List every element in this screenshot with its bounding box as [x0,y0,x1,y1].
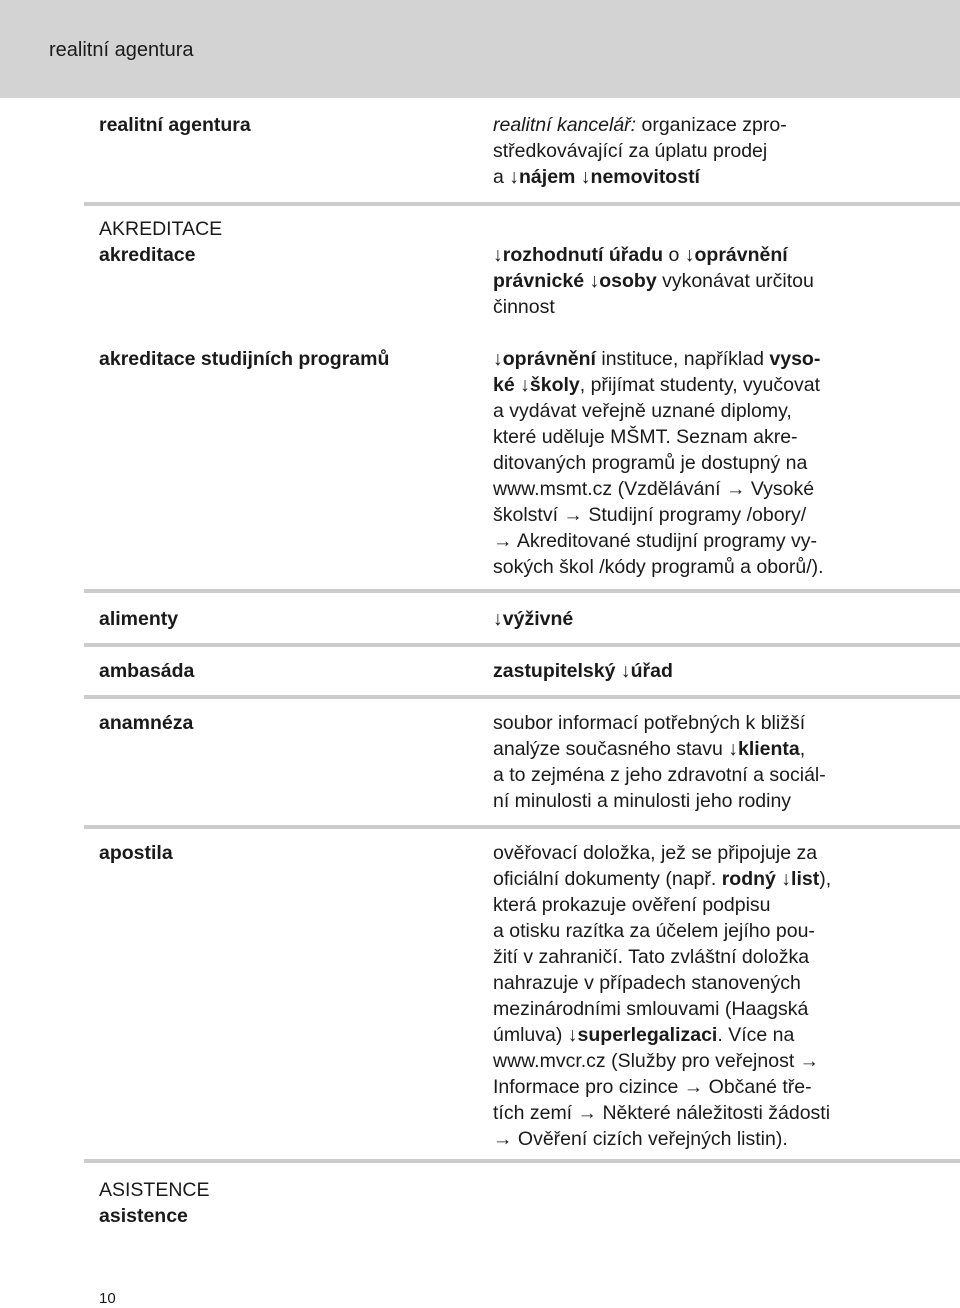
definition-line [493,268,865,294]
term [99,658,469,684]
definition-line: tích zemí → Některé náležitosti žádosti [493,1102,831,1124]
definition-line [493,372,865,398]
definition [493,840,865,1152]
cross-reference-arrow-icon: ↓ [684,244,695,266]
cross-reference-link[interactable]: superlegalizaci [577,1024,718,1046]
cross-reference-arrow-icon: ↓ [493,244,503,266]
definition-line [493,112,865,138]
term-label: apostila [99,842,173,864]
definition-line: www.msmt.cz (Vzdělávání → Vysoké [493,478,815,500]
definition [493,112,865,190]
cross-reference-arrow-icon: ↓ [728,738,738,760]
cross-reference-arrow-icon: ↓ [493,608,503,630]
definition-line [493,242,865,268]
cross-reference-link[interactable]: nájem [519,166,576,188]
definition-text: oficiální dokumenty (např. [493,868,722,890]
definition-line: soubor informací potřebných k bližší [493,712,806,734]
entry-divider [84,589,960,593]
cross-reference-link[interactable]: ké [493,374,515,396]
definition-line: nahrazuje v případech stanovených [493,972,801,994]
cross-reference-link[interactable]: výživné [502,608,574,630]
term-label: anamnéza [99,712,194,734]
cross-reference-arrow-icon: ↓ [580,166,591,188]
definition-line: a otisku razítka za účelem jejího pou- [493,920,815,942]
cross-reference-link[interactable]: oprávnění [694,244,788,266]
entry-divider [84,695,960,699]
definition-line [493,606,865,632]
cross-reference-link[interactable]: zastupitelský [493,660,616,682]
definition-line [493,658,865,684]
definition-text: . Více na [717,1024,795,1046]
definition-text: , přijímat studenty, vyučovat [579,374,820,396]
definition-text: o [663,244,685,266]
cross-reference-arrow-icon: ↓ [781,868,792,890]
definition-line: Informace pro cizince → Občané tře- [493,1076,812,1098]
cross-reference-link[interactable]: osoby [599,270,657,292]
definition-line [493,736,865,762]
header-band [0,0,960,98]
definition-line: → Ověření cizích veřejných listin). [493,1128,788,1150]
definition-line: školství → Studijní programy /obory/ [493,504,807,526]
definition-line: a to zejména z jeho zdravotní a sociál- [493,764,826,786]
definition-line: → Akreditované studijní programy vy- [493,530,818,552]
definition-line: www.mvcr.cz (Služby pro veřejnost → [493,1050,820,1072]
definition-line [493,164,865,190]
definition-line: a vydávat veřejně uznané diplomy, [493,400,792,422]
term-label: realitní agentura [99,114,251,136]
cross-reference-link[interactable]: rozhodnutí úřadu [502,244,664,266]
definition-text: ), [819,868,832,890]
definition-line: ditovaných programů je dostupný na [493,452,808,474]
term-label: akreditace studijních programů [99,348,390,370]
definition-line [493,1022,865,1048]
cross-reference-link[interactable]: právnické [493,270,585,292]
term-label: akreditace [99,244,196,266]
term [99,840,469,866]
page-number: 10 [99,1290,116,1307]
definition-line: žití v zahraničí. Tato zvláštní doložka [493,946,810,968]
term [99,1177,469,1229]
definition-text: , [799,738,806,760]
entry-divider [84,202,960,206]
cross-reference-link[interactable]: list [791,868,820,890]
definition-text: instituce, například [595,348,770,370]
definition [493,658,865,684]
definition-line: ní minulosti a minulosti jeho rodiny [493,790,792,812]
definition-text: realitní kancelář: [493,114,637,136]
cross-reference-link[interactable]: nemovitostí [590,166,700,188]
definition-line: mezinárodními smlouvami (Haagská [493,998,809,1020]
definition-line: sokých škol /kódy programů a oborů/). [493,556,824,578]
definition-line [493,866,865,892]
definition-line [493,346,865,372]
cross-reference-arrow-icon: ↓ [620,660,631,682]
cross-reference-arrow-icon: ↓ [493,348,503,370]
definition-line: činnost [493,296,555,318]
cross-reference-link[interactable]: rodný [721,868,776,890]
term [99,216,469,268]
cross-reference-link[interactable]: vyso- [769,348,821,370]
term-label: asistence [99,1205,188,1227]
cross-reference-link[interactable]: oprávnění [502,348,596,370]
definition-text: analýze současného stavu [493,738,729,760]
entry-divider [84,1159,960,1163]
definition-text: a [493,166,510,188]
term [99,346,469,372]
cross-reference-arrow-icon: ↓ [589,270,600,292]
term-heading: AKREDITACE [99,218,223,240]
definition-text: úmluva) [493,1024,568,1046]
cross-reference-arrow-icon: ↓ [509,166,520,188]
term [99,710,469,736]
cross-reference-link[interactable]: školy [529,374,580,396]
definition-text: organizace zpro- [636,114,787,136]
term [99,606,469,632]
term [99,112,469,138]
entry-divider [84,643,960,647]
cross-reference-arrow-icon: ↓ [567,1024,578,1046]
definition [493,710,865,814]
definition [493,346,865,580]
definition-line: ověřovací doložka, jež se připojuje za [493,842,818,864]
cross-reference-link[interactable]: úřad [630,660,673,682]
definition-line: které uděluje MŠMT. Seznam akre- [493,426,798,448]
definition [493,242,865,320]
entry-divider [84,825,960,829]
cross-reference-arrow-icon: ↓ [520,374,530,396]
term-label: alimenty [99,608,179,630]
definition-line: středkovávající za úplatu prodej [493,140,768,162]
definition [493,606,865,632]
term-heading: ASISTENCE [99,1179,210,1201]
header-title: realitní agentura [49,39,194,61]
definition-text: vykonávat určitou [656,270,814,292]
term-label: ambasáda [99,660,195,682]
cross-reference-link[interactable]: klienta [738,738,800,760]
definition-line: která prokazuje ověření podpisu [493,894,771,916]
